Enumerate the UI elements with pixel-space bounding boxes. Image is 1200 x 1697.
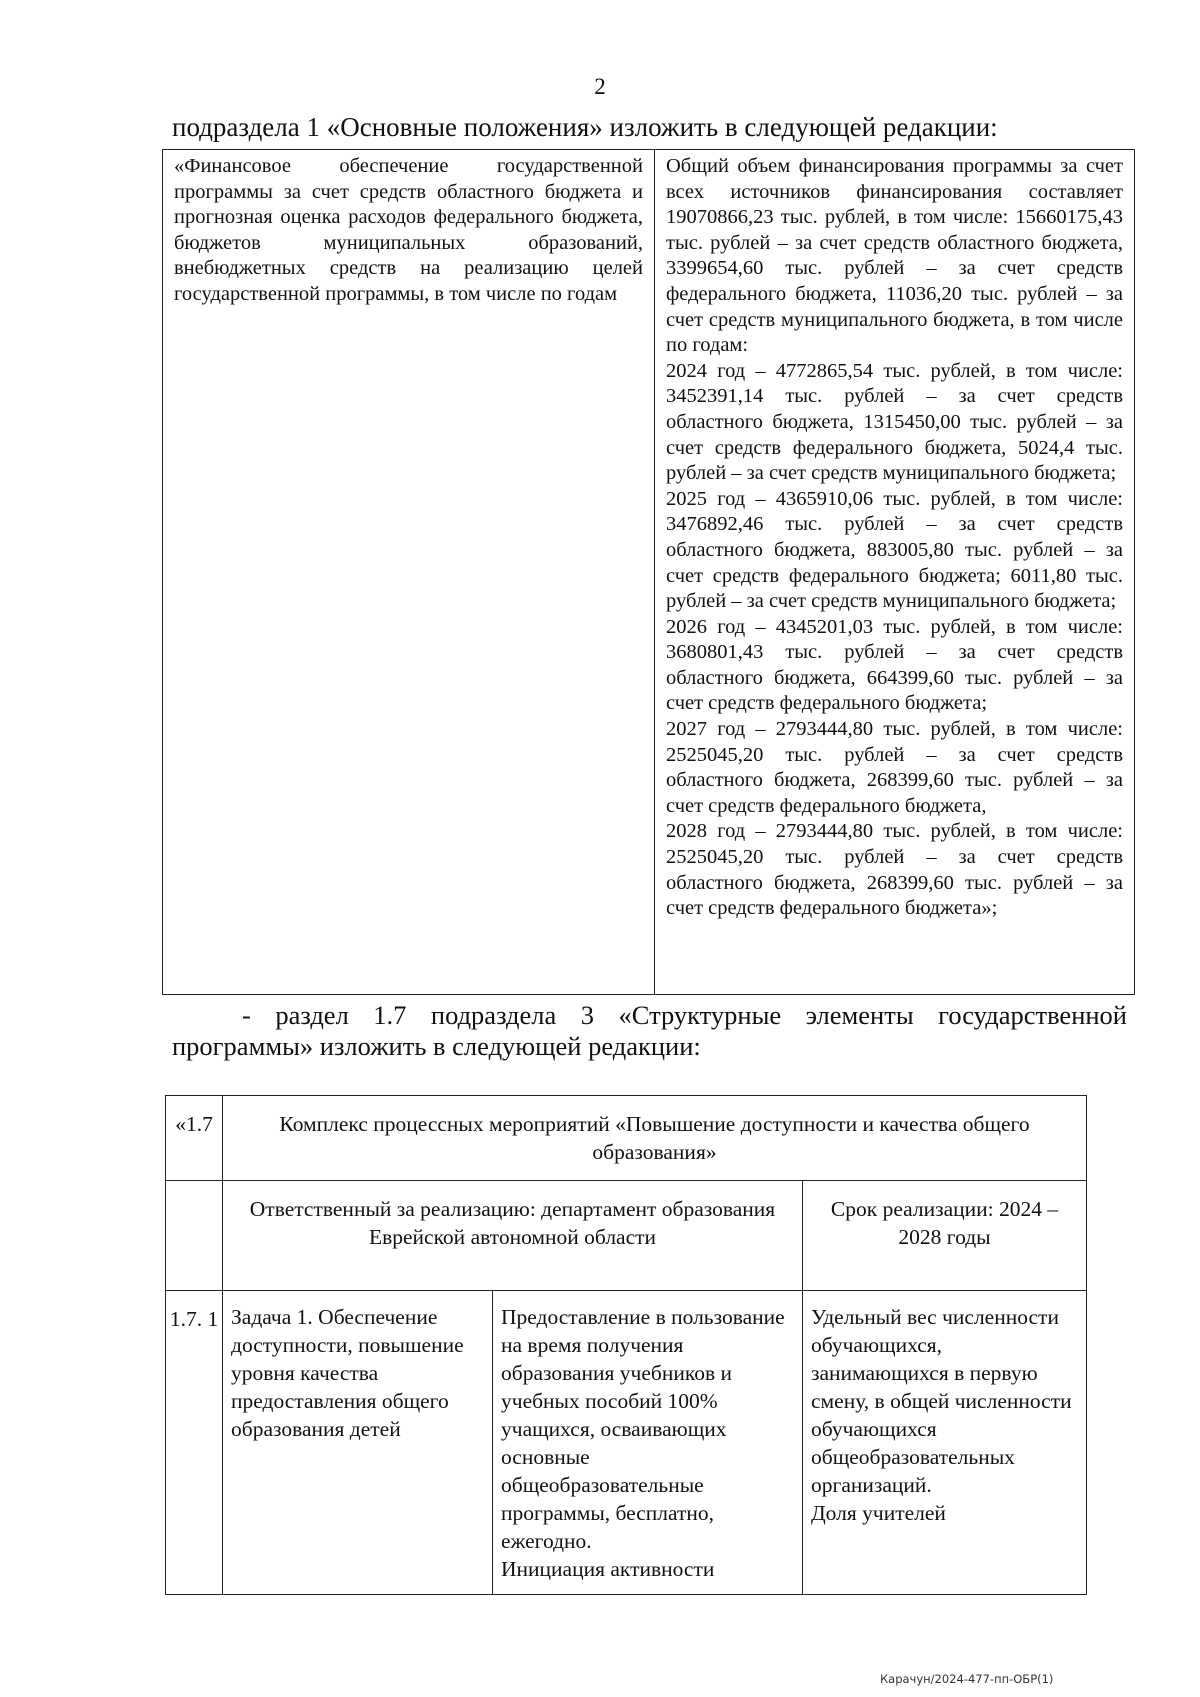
financing-year-2026: 2026 год – 4345201,03 тыс. рублей, в том числе: 3680801,43 тыс. рублей – за счет средств областного бюджета, 664399,60 тыс. рублей – за счет средств федерального бюджета;: [666, 615, 1123, 715]
term-cell: Срок реализации: 2024 – 2028 годы: [803, 1181, 1087, 1291]
financing-year-2024: 2024 год – 4772865,54 тыс. рублей, в том числе: 3452391,14 тыс. рублей – за счет средств областного бюджета, 1315450,00 тыс. рублей – за счет средств федерального бюджета, 5024,4 тыс. рублей – за счет средств муниципального бюджета;: [666, 359, 1123, 485]
row-number: 1.7. 1: [166, 1291, 223, 1595]
effects-cell: Предоставление в пользование на время получения образования учебников и учебных пособий 100% учащихся, осваивающих основные общеобразовательные программы, бесплатно, ежегодно. Инициация активности: [493, 1291, 803, 1595]
complex-title: Комплекс процессных мероприятий «Повышение доступности и качества общего образования»: [223, 1096, 1087, 1181]
empty-cell: [166, 1181, 223, 1291]
page-number: 2: [594, 74, 606, 99]
intro-line: подраздела 1 «Основные положения» изложить в следующей редакции:: [172, 112, 998, 142]
financing-year-2025: 2025 год – 4365910,06 тыс. рублей, в том числе: 3476892,46 тыс. рублей – за счет средств областного бюджета, 883005,80 тыс. рублей – за счет средств федерального бюджета; 6011,80 тыс. рублей – за счет средств муниципального бюджета;: [666, 487, 1123, 613]
financing-total: Общий объем финансирования программы за счет всех источников финансирования составляет 19070866,23 тыс. рублей, в том числе: 15660175,43 тыс. рублей – за счет средств областного бюджета, 3399654,60 тыс. рублей – за счет средств федерального бюджета, 11036,20 тыс. рублей – за счет средств муниципального бюджета, в том числе по годам:: [666, 155, 1123, 357]
financing-table: [162, 149, 1135, 995]
structural-elements-table: [165, 1095, 1087, 1595]
financing-year-2028: 2028 год – 2793444,80 тыс. рублей, в том числе: 2525045,20 тыс. рублей – за счет средств областного бюджета, 268399,60 тыс. рублей – за счет средств федерального бюджета»;: [666, 820, 1123, 920]
table-row: [163, 150, 1135, 995]
financing-value-cell: [655, 150, 1135, 995]
table-row: [166, 1096, 1087, 1181]
indicators-cell: Удельный вес численности обучающихся, занимающихся в первую смену, в общей численности обучающихся общеобразовательных организаций. Доля учителей: [803, 1291, 1087, 1595]
financing-label-cell: «Финансовое обеспечение государственной программы за счет средств областного бюджета и прогнозная оценка расходов федерального бюджета, бюджетов муниципальных образований, внебюджетных средств на реализацию целей государственной программы, в том числе по годам: [163, 150, 655, 995]
responsible-cell: Ответственный за реализацию: департамент образования Еврейской автономной области: [223, 1181, 803, 1291]
row-number: «1.7: [166, 1096, 223, 1181]
section-paragraph: - раздел 1.7 подраздела 3 «Структурные элементы государственной программы» изложить в следующей редакции:: [172, 1000, 1127, 1061]
table-row: [166, 1181, 1087, 1291]
document-footer-code: Карачун/2024-477-пп-ОБР(1): [880, 1672, 1054, 1686]
task-cell: Задача 1. Обеспечение доступности, повышение уровня качества предоставления общего образования детей: [223, 1291, 493, 1595]
financing-year-2027: 2027 год – 2793444,80 тыс. рублей, в том числе: 2525045,20 тыс. рублей – за счет средств областного бюджета, 268399,60 тыс. рублей – за счет средств федерального бюджета,: [666, 718, 1123, 817]
table-row: [166, 1291, 1087, 1595]
